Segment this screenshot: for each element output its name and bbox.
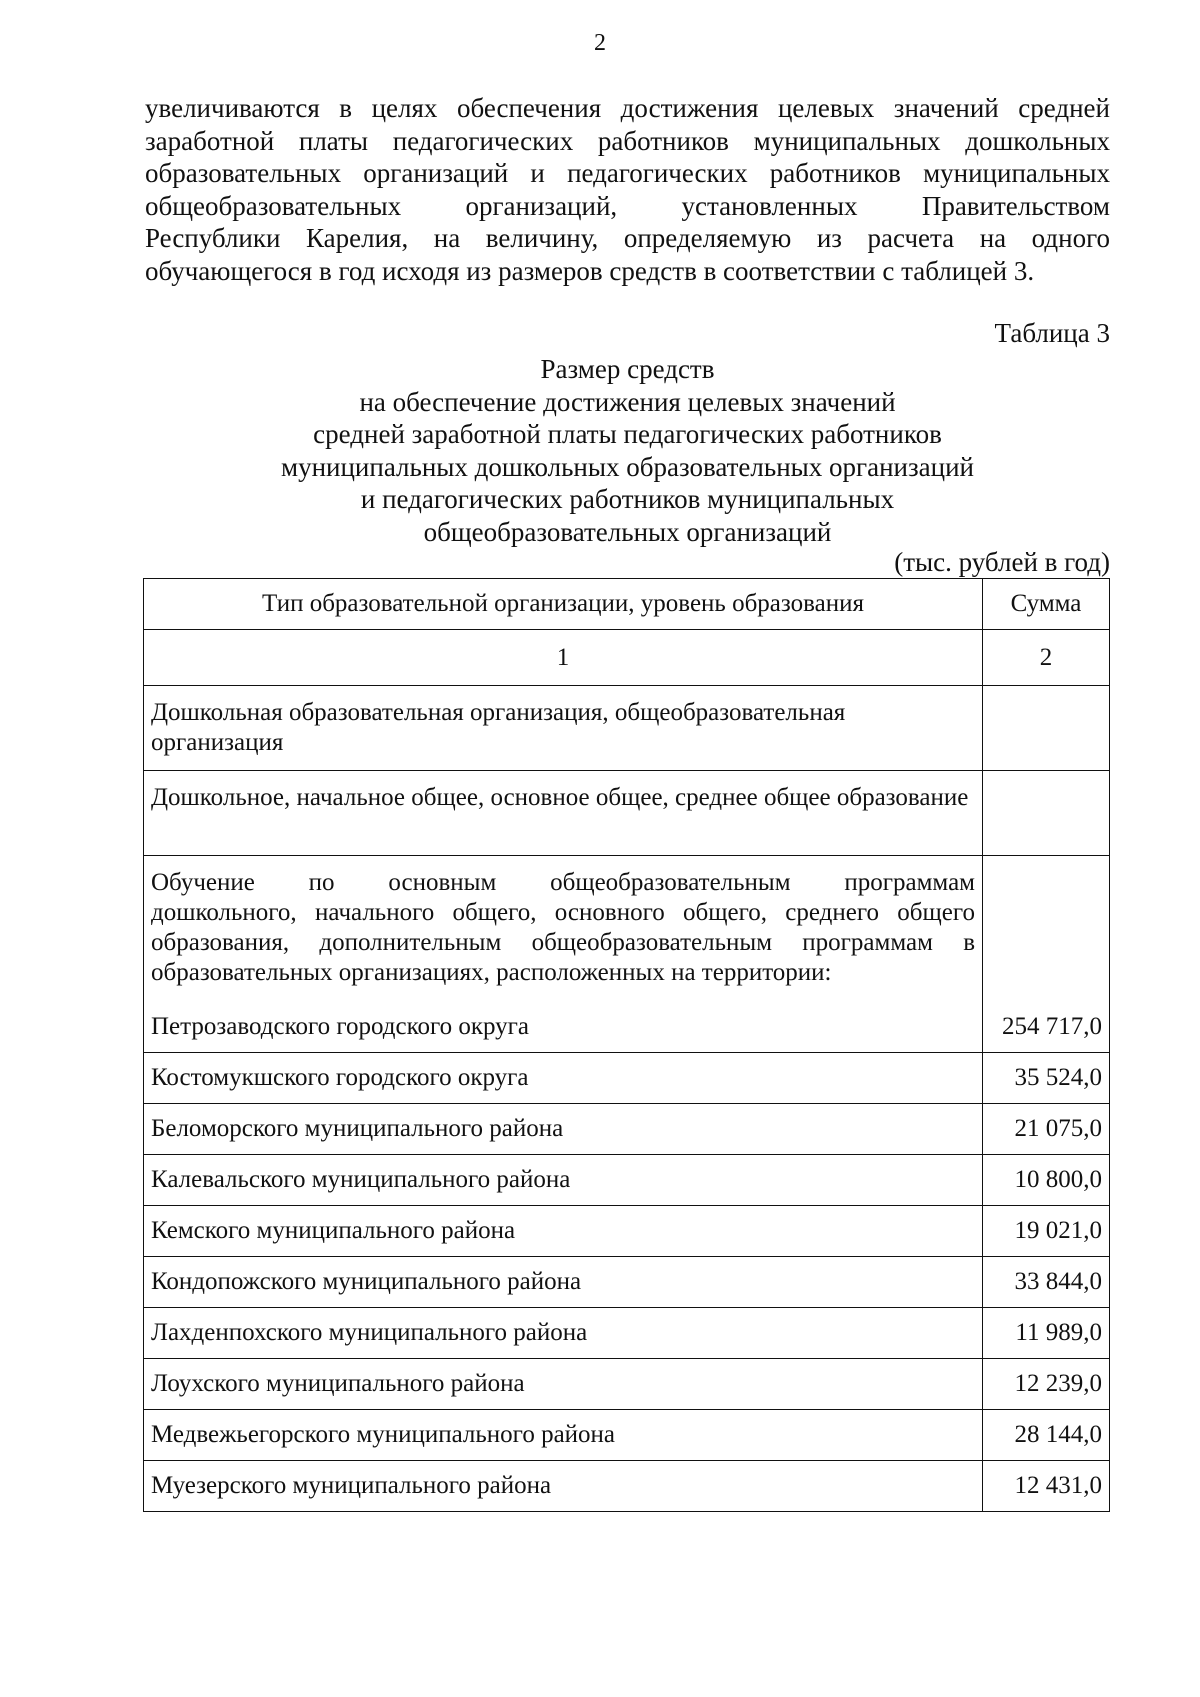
table-row [144, 1155, 1110, 1206]
sum-cell: 10 800,0 [983, 1155, 1110, 1206]
edu-level-cell: Дошкольное, начальное общее, основное общее, среднее общее образование [144, 771, 983, 856]
territory-name: Петрозаводского городского округа [151, 1013, 529, 1040]
training-line: образовательных организациях, расположенных на территории: [151, 959, 832, 986]
intro-line: обучающегося в год исходя из размеров средств в соответствии с таблицей 3. [145, 255, 1035, 286]
territory-name: Калевальского муниципального района [144, 1155, 983, 1206]
org-type-cell: Дошкольная образовательная организация, общеобразовательная организация [144, 686, 983, 771]
edu-level-row [144, 771, 1110, 856]
table-row [144, 1104, 1110, 1155]
territory-name: Муезерского муниципального района [144, 1461, 983, 1512]
table-title-line: средней заработной платы педагогических работников [313, 419, 942, 450]
sum-cell: 12 239,0 [983, 1359, 1110, 1410]
table-row [144, 1206, 1110, 1257]
training-line: Обучение по основным общеобразовательным программам [151, 869, 975, 896]
column-number: 2 [983, 630, 1110, 686]
intro-line: заработной платы педагогических работников муниципальных дошкольных [145, 125, 1110, 156]
table-title-line: общеобразовательных организаций [423, 516, 832, 547]
empty-cell [983, 771, 1110, 856]
page-number: 2 [594, 30, 606, 56]
header-type: Тип образовательной организации, уровень образования [144, 579, 983, 630]
sum-cell: 11 989,0 [983, 1308, 1110, 1359]
table-row [144, 1053, 1110, 1104]
territory-name: Костомукшского городского округа [144, 1053, 983, 1104]
territory-name: Кондопожского муниципального района [144, 1257, 983, 1308]
table-title-line: и педагогических работников муниципальных [360, 484, 895, 515]
empty-cell [983, 686, 1110, 771]
table-title-line: на обеспечение достижения целевых значений [359, 386, 896, 417]
territory-name: Беломорского муниципального района [144, 1104, 983, 1155]
table-label: Таблица 3 [994, 318, 1110, 348]
sum-cell: 33 844,0 [983, 1257, 1110, 1308]
header-sum: Сумма [983, 579, 1110, 630]
intro-line: образовательных организаций и педагогических работников муниципальных [145, 158, 1110, 189]
table-title-line: Размер средств [540, 354, 715, 384]
table-row [144, 1359, 1110, 1410]
sum-cell: 12 431,0 [983, 1461, 1110, 1512]
table-title-line: муниципальных дошкольных образовательных организаций [281, 451, 974, 482]
territory-name: Лахденпохского муниципального района [144, 1308, 983, 1359]
training-line: дошкольного, начального общего, основного общего, среднего общего [151, 899, 975, 926]
territory-name: Лоухского муниципального района [144, 1359, 983, 1410]
territory-name: Кемского муниципального района [144, 1206, 983, 1257]
table-row [144, 1461, 1110, 1512]
intro-paragraph [145, 92, 1110, 288]
sum-cell: 21 075,0 [983, 1104, 1110, 1155]
table-row [144, 1410, 1110, 1461]
intro-line: увеличиваются в целях обеспечения достижения целевых значений средней [145, 93, 1110, 123]
sum-cell: 28 144,0 [983, 1410, 1110, 1461]
sum-cell: 19 021,0 [983, 1206, 1110, 1257]
table-row [144, 1308, 1110, 1359]
table-row [144, 856, 1110, 1053]
sum-cell: 35 524,0 [983, 1053, 1110, 1104]
column-numbers-row [144, 630, 1110, 686]
funds-table [143, 578, 1110, 1512]
units-note: (тыс. рублей в год) [894, 547, 1110, 577]
sum-cell: 254 717,0 [983, 856, 1110, 1053]
training-cell [144, 856, 983, 1053]
table-row [144, 1257, 1110, 1308]
training-line: образования, дополнительным общеобразовательным программам в [151, 929, 975, 956]
column-number: 1 [144, 630, 983, 686]
intro-line: общеобразовательных организаций, установленных Правительством [145, 190, 1110, 221]
table-title [145, 353, 1110, 549]
intro-line: Республики Карелия, на величину, определяемую из расчета на одного [145, 223, 1110, 254]
table-header-row [144, 579, 1110, 630]
org-type-row [144, 686, 1110, 771]
territory-name: Медвежьегорского муниципального района [144, 1410, 983, 1461]
